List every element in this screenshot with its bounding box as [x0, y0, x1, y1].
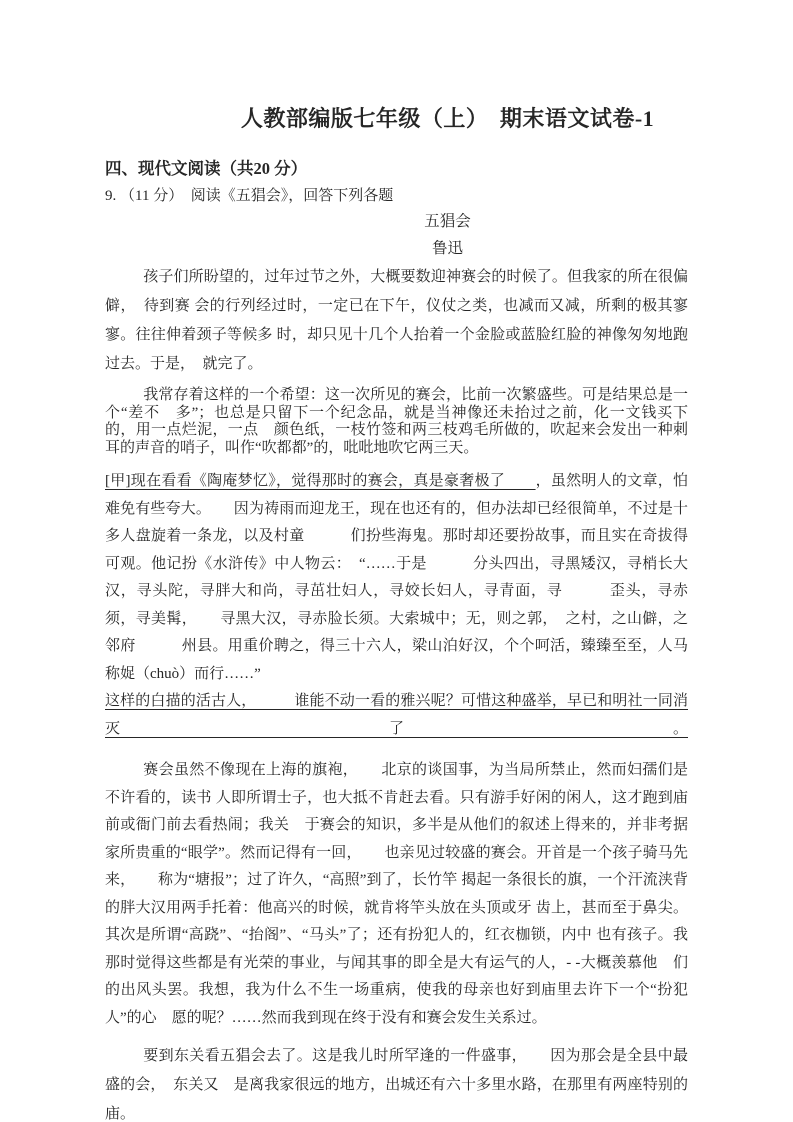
essay-paragraph-2: 我常存着这样的一个希望：这一次所见的赛会，比前一次繁盛些。可是结果总是一个“差不 多”；也总是只留下一个纪念品，就是当神像还未抬过之前，化一文钱买下的，用一点烂泥，一点 颜色纸，一枝竹签和两三枝鸡毛所做的，吹起来会发出一种刺耳的声音的哨子，叫作“吹都都”的，吡吡地吹它两三天。 [105, 387, 688, 456]
underlined-passage-closing: 这样的白描的活古人， 谁能不动一看的雅兴呢？可惜这种盛举，早已和明社一同消灭了。 [105, 693, 688, 737]
question-line: 9. （11 分） 阅读《五猖会》，回答下列各题 [105, 188, 394, 204]
essay-paragraph-1: 孩子们所盼望的，过年过节之外，大概要数迎神赛会的时候了。但我家的所在很偏僻， 待到赛 会的行列经过时，一定已在下午，仪仗之类，也减而又减，所剩的极其寥寥。往往伸着颈子等候多 时，却只见十几个人抬着一个金脸或蓝脸红脸的神像匆匆地跑过去。于是， 就完了。 [105, 269, 688, 372]
essay-paragraph-4: 赛会虽然不像现在上海的旗袍， 北京的谈国事，为当局所禁止，然而妇孺们是不许看的，读书 人即所谓士子，也大抵不肯赶去看。只有游手好闲的闲人，这才跑到庙前或衙门前去看热闹；我关 于赛会的知识，多半是从他们的叙述上得来的，并非考据家所贵重的“眼学”。然而记得有一回， 也亲见过较盛的赛会。开首是一个孩子骑马先来， 称为“塘报”；过了许久，“高照”到了，长竹竿 揭起一条很长的旗，一个汗流浃背的胖大汉用两手托着：他高兴的时候，就肯将竿头放在头顶或牙 齿上，甚而至于鼻尖。其次是所谓“高跷”、“抬阁”、“马头”了；还有扮犯人的，红衣枷锁，内中 也有孩子。我那时觉得这些都是有光荣的事业，与闻其事的即全是大有运气的人，- -大概羡慕他 们的出风头罢。我想，我为什么不生一场重病，使我的母亲也好到庙里去许下一个“扮犯人”的心 愿的呢？……然而我到现在终于没有和赛会发生关系过。 [105, 762, 688, 1026]
page-title: 人教部编版七年级（上） 期末语文试卷-1 [240, 106, 655, 131]
essay-paragraph-3 [105, 468, 688, 743]
paragraph-3-body-text: ，虽然明人的文章，怕难免有些夸大。 因为祷雨而迎龙王，现在也还有的，但办法却已经很简单，不过是十多人盘旋着一条龙，以及村童 们扮些海鬼。那时却还要扮故事，而且实在奇拔得可观。他记扮《水浒传》中人物云： “……于是 分头四出，寻黑矮汉，寻梢长大汉，寻头陀，寻胖大和尚，寻茁壮妇人，寻姣长妇人，寻青面，寻 歪头，寻赤须，寻美髯， 寻黑大汉，寻赤脸长须。大索城中；无，则之郭， 之村，之山僻，之邻府 州县。用重价聘之，得三十六人，梁山泊好汉，个个呵活，臻臻至至，人马称娖（chuò）而行……” [105, 473, 688, 682]
essay-paragraph-5: 要到东关看五猖会去了。这是我儿时所罕逢的一件盛事， 因为那会是全县中最盛的会， 东关又 是离我家很远的地方，出城还有六十多里水路，在那里有两座特别的庙。 [105, 1048, 688, 1122]
essay-author: 鲁迅 [431, 240, 463, 257]
underlined-passage-jia: [甲]现在看看《陶庵梦忆》，觉得那时的赛会，真是豪奢极了 [105, 473, 536, 489]
section-heading: 四、现代文阅读（共20 分） [105, 159, 308, 178]
essay-title: 五猖会 [424, 213, 471, 230]
